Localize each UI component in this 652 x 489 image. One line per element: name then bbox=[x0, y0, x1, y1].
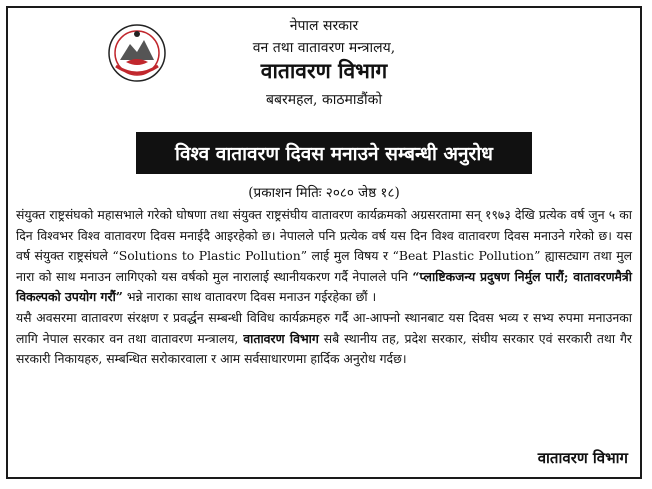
slogan: “प्लाष्टिकजन्य प्रदुषण निर्मुल पारौं; वातावरणमैत्री विकल्पको उपयोग गरौं” bbox=[16, 268, 632, 305]
publication-date: (प्रकाशन मितिः २०८० जेष्ठ १८) bbox=[248, 185, 400, 201]
department-mention: वातावरण विभाग bbox=[243, 330, 319, 346]
paragraph-1-text: संयुक्त राष्ट्रसंघको महासभाले गरेको घोषणा तथा संयुक्त राष्ट्रसंघीय वातावरण कार्यक्रमको अग्रसरतामा सन् १९७३ देखि प्रत्येक वर्ष जुन ५ का दिन विश्वभर विश्व वातावरण दिवस मनाईदै आइरहेको छ। नेपालले पनि प्रत्येक वर्ष यस दिन विश्व वातावरण दिवस मनाउने गरेको छ। यस वर्ष संयुक्त राष्ट्रसंघले “Solutions to Plastic Pollution” लाई मुल विषय र “Beat Plastic Pollution” ह्यासट्याग तथा मुल नारा को साथ मनाउन लागिएको यस वर्षको मुल नारालाई स्थानीयकरण गर्दै नेपालले पनि bbox=[16, 207, 632, 284]
paragraph-2-text: यसै अवसरमा वातावरण संरक्षण र प्रवर्द्धन सम्बन्धी विविध कार्यक्रमहरु गर्दै आ-आफ्नो स्थानबाट यस दिवस भव्य र सभ्य रुपमा मनाउनका लागि नेपाल सरकार वन तथा वातावरण मन्त्रालय, bbox=[16, 309, 632, 346]
paragraph-2 bbox=[16, 308, 632, 370]
government-name: नेपाल सरकार bbox=[289, 18, 359, 34]
office-address: बबरमहल, काठमाडौंको bbox=[266, 92, 382, 108]
public-notice bbox=[6, 6, 642, 479]
notice-body bbox=[16, 205, 632, 370]
notice-title: विश्व वातावरण दिवस मनाउने सम्बन्धी अनुरोध bbox=[136, 132, 532, 174]
signature: वातावरण विभाग bbox=[537, 449, 628, 467]
paragraph-2-end: सबै स्थानीय तह, प्रदेश सरकार, संघीय सरकार एवं सरकारी तथा गैर सरकारी निकायहरु, सम्बन्धित सरोकारवाला र आम सर्वसाधारणमा हार्दिक अनुरोध गर्दछ। bbox=[16, 330, 632, 367]
paragraph-1-end: भन्ने नाराका साथ वातावरण दिवस मनाउन गईरहेका छौं । bbox=[122, 289, 377, 305]
department-name: वातावरण विभाग bbox=[260, 58, 388, 83]
ministry-name: वन तथा वातावरण मन्त्रालय, bbox=[252, 40, 396, 56]
paragraph-1 bbox=[16, 205, 632, 308]
